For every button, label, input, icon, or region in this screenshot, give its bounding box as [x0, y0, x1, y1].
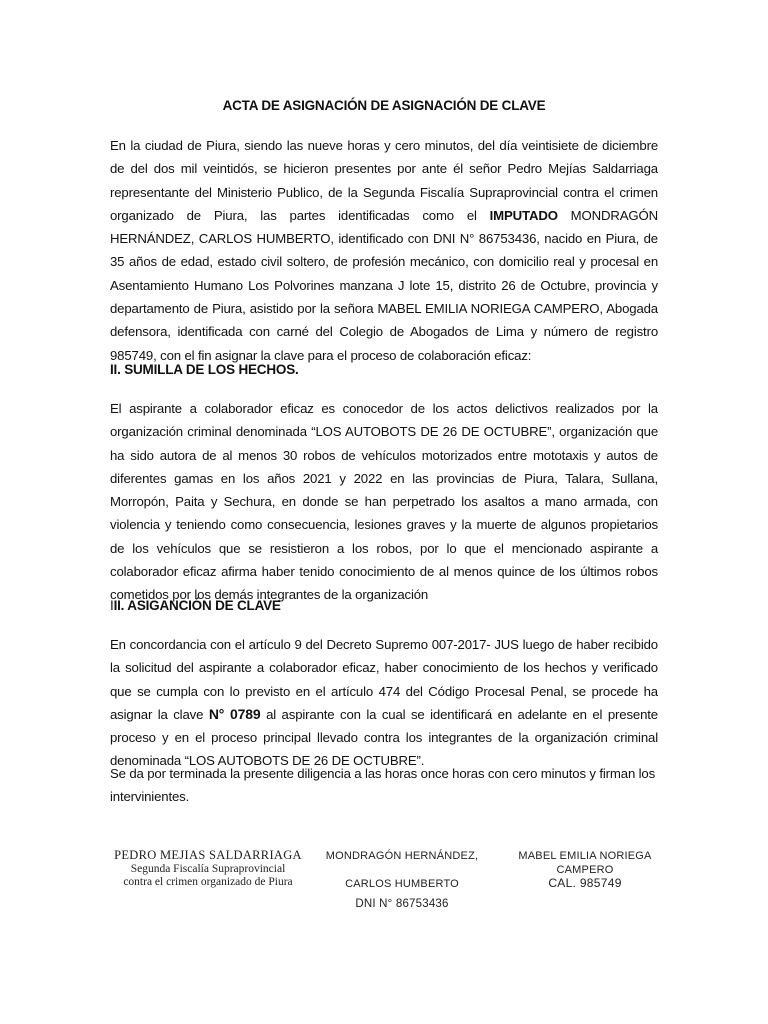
signature-mabel-cal: CAL. 985749	[548, 876, 622, 890]
closing-paragraph: Se da por terminada la presente diligencia a las horas once horas con cero minutos y firman los intervinientes.	[110, 766, 656, 805]
signature-mabel-line2: CAMPERO	[556, 863, 614, 876]
imputado-label: IMPUTADO	[489, 207, 558, 223]
sumilla-paragraph: El aspirante a colaborador eficaz es conocedor de los actos delictivos realizados por la organización criminal denominada “LOS AUTOBOTS DE 26 DE OCTUBRE”, organización que ha sido autora de al menos 30 robos de vehículos motorizados entre mototaxis y autos de diferentes gamas en los años 2021 y 2022 en las provincias de Piura, Talara, Sullana, Morropón, Paita y Sechura, en donde se han perpetrado los asaltos a mano armada, con violencia y teniendo como consecuencia, lesiones graves y la muerte de algunos propietarios de los vehículos que se resistieron a los robos, por lo que el mencionado aspirante a colaborador eficaz afirma haber tenido conocimiento de al menos quince de los últimos robos cometidos por los demás integrantes de la organización	[110, 401, 658, 603]
intro-paragraph	[110, 134, 658, 367]
document-title: ACTA DE ASIGNACIÓN DE ASIGNACIÓN DE CLAVE	[222, 98, 546, 113]
signature-mondragon-dni: DNI N° 86753436	[355, 898, 449, 910]
clave-text-before: En concordancia con el artículo 9 del Decreto Supremo 007-2017- JUS luego de haber recibido la solicitud del aspirante a colaborador eficaz, haber conocimiento de los hechos y verificado que se cumpla con lo previsto en el artículo 474 del Código Procesal Penal, se procede ha asignar la clave	[110, 637, 658, 722]
intro-text-after: MONDRAGÓN HERNÁNDEZ, CARLOS HUMBERTO, identificado con DNI N° 86753436, nacido en Piura, de 35 años de edad, estado civil soltero, de profesión mecánico, con domicilio real y procesal en Asentamiento Humano Los Polvorines manzana J lote 15, distrito 26 de Octubre, provincia y departamento de Piura, asistido por la señora MABEL EMILIA NORIEGA CAMPERO, Abogada defensora, identificada con carné del Colegio de Abogados de Lima y número de registro 985749, con el fin asignar la clave para el proceso de colaboración eficaz:	[110, 207, 658, 363]
section-heading-clave-first: I	[110, 598, 114, 613]
section-heading-sumilla: II. SUMILLA DE LOS HECHOS.	[110, 362, 299, 377]
signature-mondragon	[310, 849, 494, 910]
signature-mondragon-line2: CARLOS HUMBERTO	[345, 878, 459, 890]
signature-pedro-line1: Segunda Fiscalía Supraprovincial	[130, 863, 286, 875]
signature-pedro-name: PEDRO MEJIAS SALDARRIAGA	[114, 848, 302, 862]
signature-pedro	[108, 848, 308, 889]
signature-mabel-line1: MABEL EMILIA NORIEGA	[518, 850, 652, 862]
section-heading-clave-rest: II. ASIGANCIÓN DE CLAVE	[113, 598, 281, 613]
signature-pedro-line2: contra el crimen organizado de Piura	[123, 876, 293, 888]
signature-mondragon-line1: MONDRAGÓN HERNÁNDEZ,	[325, 850, 479, 862]
signature-mabel	[510, 850, 660, 891]
section-heading-clave	[110, 598, 281, 613]
clave-number: N° 0789	[208, 705, 261, 722]
clave-text-after: al aspirante con la cual se identificará en adelante en el presente proceso y en el proceso principal llevado contra los integrantes de la organización criminal denominada “LOS AUTOBOTS DE 26 DE OCTUBRE”.	[110, 706, 658, 769]
clave-paragraph	[110, 633, 658, 773]
intro-text-before: En la ciudad de Piura, siendo las nueve horas y cero minutos, del día veintisiete de diciembre de del dos mil veintidós, se hicieron presentes por ante él señor Pedro Mejías Saldarriaga representante del Ministerio Publico, de la Segunda Fiscalía Supraprovincial contra el crimen organizado de Piura, las partes identificadas como el	[110, 138, 658, 223]
